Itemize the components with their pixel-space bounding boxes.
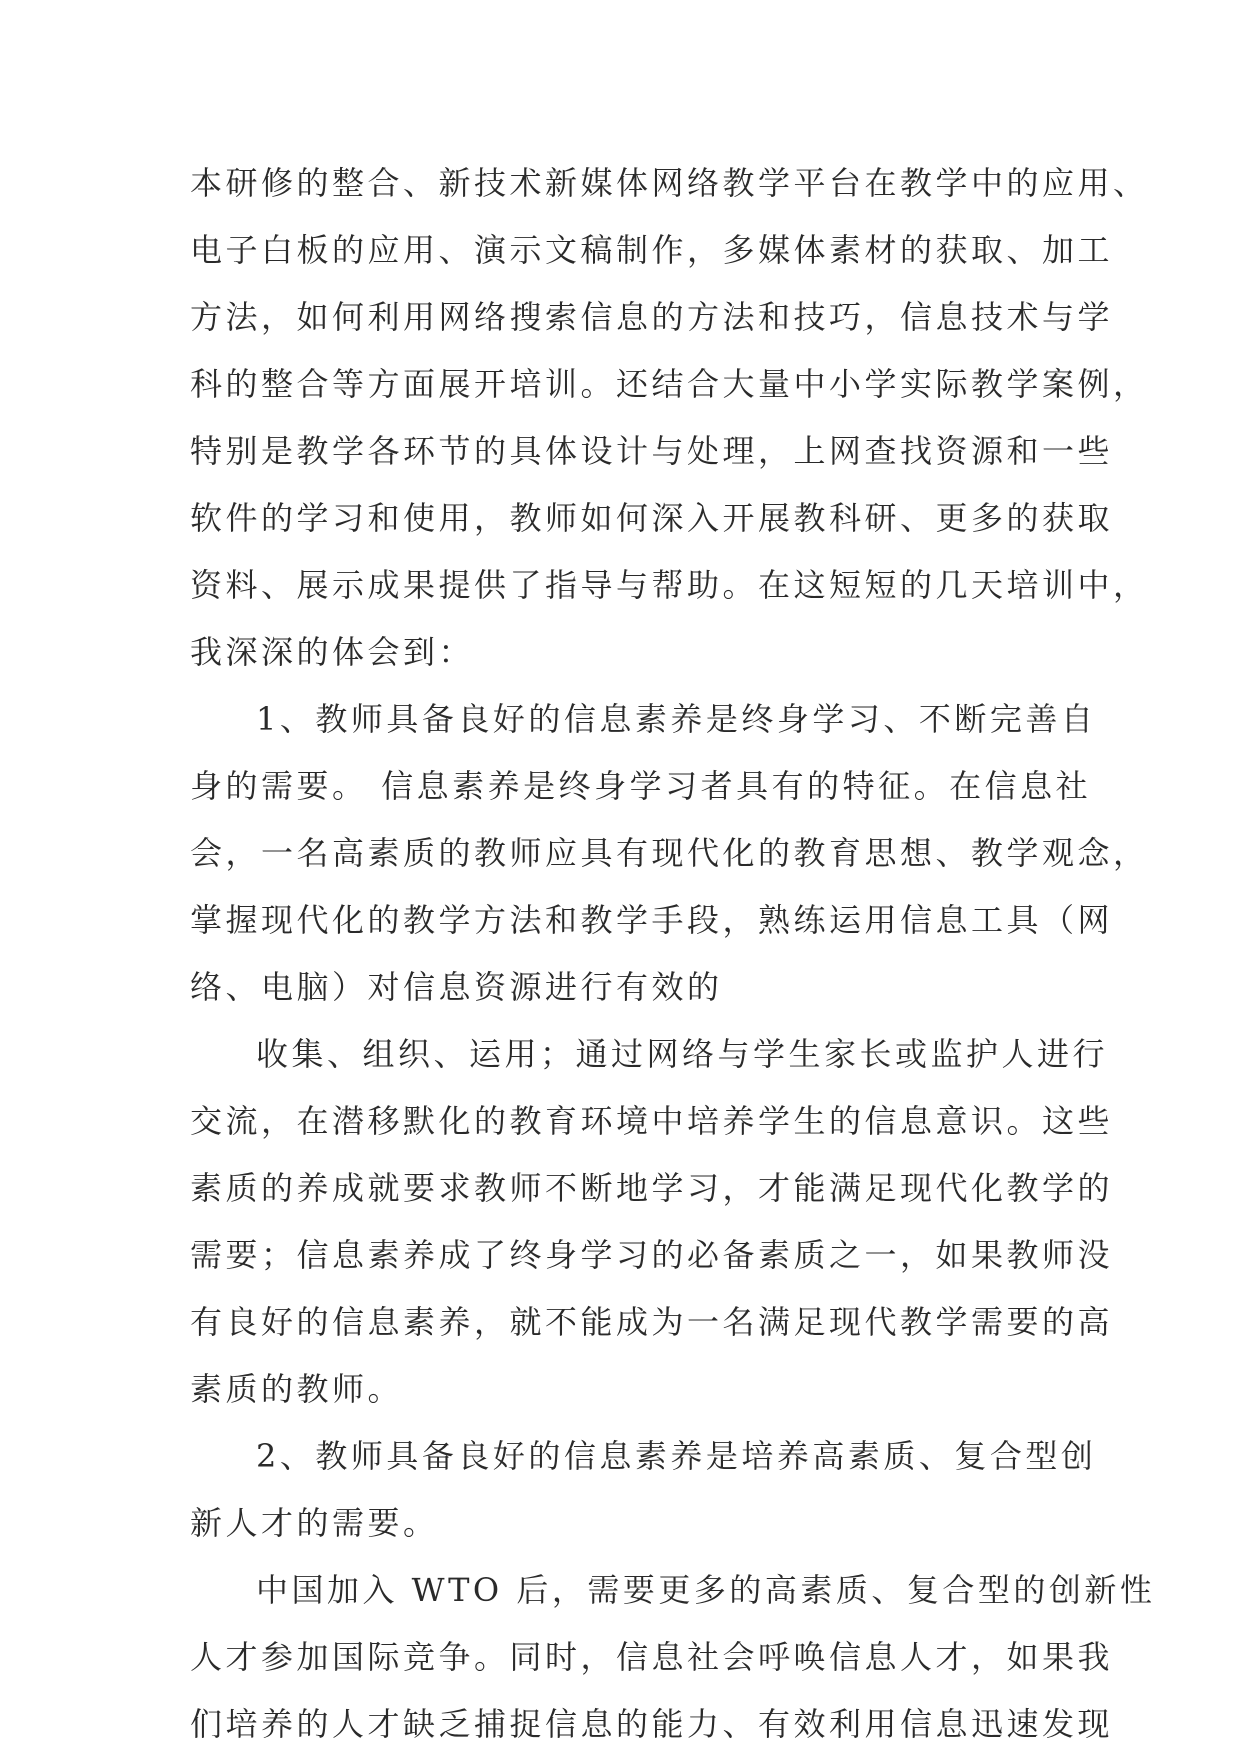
text-line: 素质的养成就要求教师不断地学习，才能满足现代化教学的	[190, 1169, 1114, 1207]
text-line: 方法，如何利用网络搜索信息的方法和技巧，信息技术与学	[190, 298, 1114, 336]
text-line: 们培养的人才缺乏捕捉信息的能力、有效利用信息迅速发现	[190, 1705, 1114, 1743]
text-line: 电子白板的应用、演示文稿制作，多媒体素材的获取、加工	[190, 231, 1114, 269]
text-line: 科的整合等方面展开培训。还结合大量中小学实际教学案例，	[190, 365, 1149, 403]
text-line: 软件的学习和使用，教师如何深入开展教科研、更多的获取	[190, 499, 1114, 537]
text-line: 资料、展示成果提供了指导与帮助。在这短短的几天培训中，	[190, 566, 1149, 604]
text-line: 人才参加国际竞争。同时，信息社会呼唤信息人才，如果我	[190, 1638, 1114, 1676]
text-line: 本研修的整合、新技术新媒体网络教学平台在教学中的应用、	[190, 164, 1149, 202]
text-line: 需要；信息素养成了终身学习的必备素质之一，如果教师没	[190, 1236, 1114, 1274]
text-line: 素质的教师。	[190, 1370, 404, 1408]
text-line: 络、电脑）对信息资源进行有效的	[190, 968, 723, 1006]
text-line: 身的需要。 信息素养是终身学习者具有的特征。在信息社	[190, 767, 1092, 805]
text-line: 1、教师具备良好的信息素养是终身学习、不断完善自	[256, 700, 1097, 738]
text-line: 我深深的体会到：	[190, 633, 475, 671]
text-line: 有良好的信息素养，就不能成为一名满足现代教学需要的高	[190, 1303, 1114, 1341]
text-line: 2、教师具备良好的信息素养是培养高素质、复合型创	[256, 1437, 1097, 1475]
body-text	[190, 150, 1156, 1758]
text-line: 掌握现代化的教学方法和教学手段，熟练运用信息工具（网	[190, 901, 1114, 939]
text-line: 会，一名高素质的教师应具有现代化的教育思想、教学观念，	[190, 834, 1149, 872]
text-line: 交流，在潜移默化的教育环境中培养学生的信息意识。这些	[190, 1102, 1114, 1140]
text-line: 特别是教学各环节的具体设计与处理，上网查找资源和一些	[190, 432, 1114, 470]
text-line: 新人才的需要。	[190, 1504, 439, 1542]
text-line: 中国加入 WTO 后，需要更多的高素质、复合型的创新性	[256, 1571, 1156, 1609]
text-line: 收集、组织、运用；通过网络与学生家长或监护人进行	[256, 1035, 1109, 1073]
